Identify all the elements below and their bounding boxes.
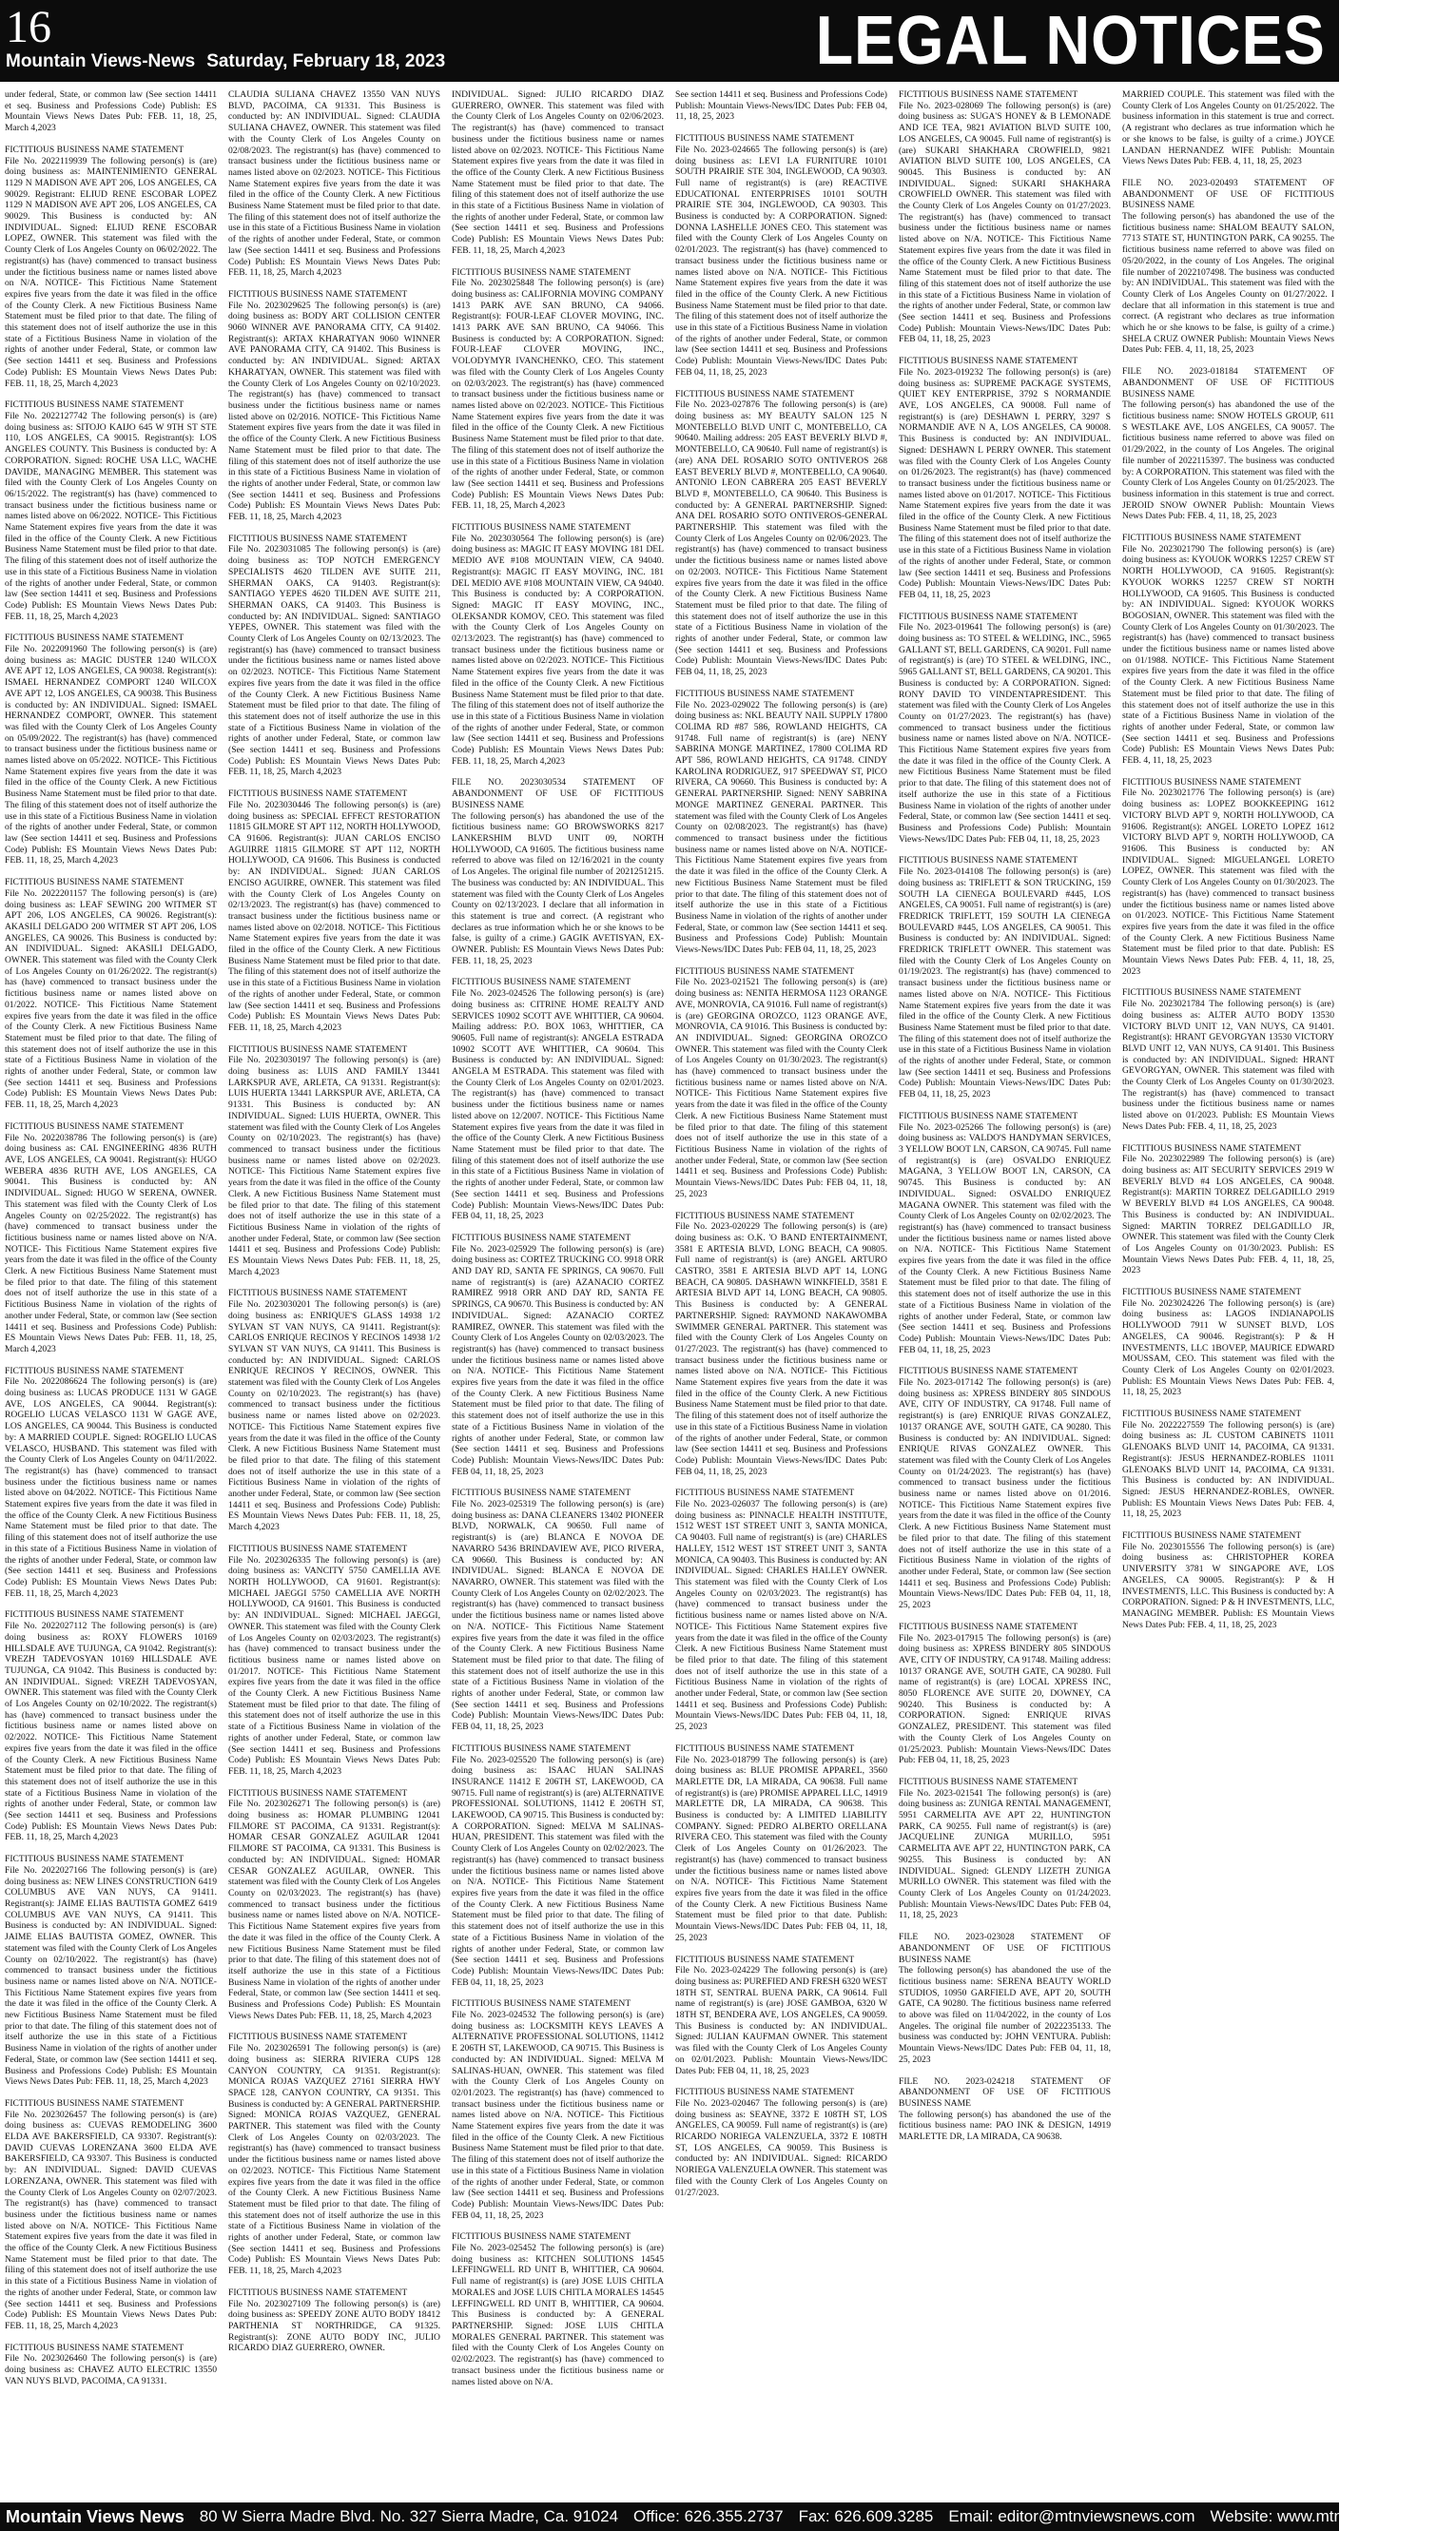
notice-body: File No. 2022091960 The following person(s) is (are) doing business as: MAGIC DUSTER 1240 WILCOX AVE APT 12, LOS ANGELES, CA 90038. Registrant(s): ISMAEL HERNANDEZ COMPORT 1240 WILCOX AVE APT 12, LOS ANGELES, CA 90038. This Business is conducted by: AN INDIVIDUAL. Signed: ISMAEL HERNANDEZ COMPORT, OWNER. This statement was filed with the County Clerk of Los Angeles County on 05/09/2022. The registrant(s) has (have) commenced to transact business under the fictitious business name or names listed above on 05/2022. NOTICE- This Fictitious Name Statement expires five years from the date it was filed in the office of the County Clerk. A new Fictitious Business Name Statement must be filed prior to that date. The filing of this statement does not of itself authorize the use in this state of a Fictitious Business Name in violation of the rights of another under Federal, State, or common law (See section 14411 et seq. Business and Professions Code) Publish: ES Mountain Views News Dates Pub: FEB. 11, 18, 25, March 4,2023 bbox=[5, 644, 217, 866]
notice-body: File No. 2022027112 The following person(s) is (are) doing business as: ROXY FLOWERS 10169 HILLSDALE AVE TUJUNGA, CA 91042. Registrant(s): VREZH TADEVOSYAN 10169 HILLSDALE AVE TUJUNGA, CA 91042. This Business is conducted by: AN INDIVIDUAL. Signed: VREZH TADEVOSYAN, OWNER. This statement was filed with the County Clerk of Los Angeles County on 02/10/2022. The registrant(s) has (have) commenced to transact business under the fictitious business name or names listed above on 02/2022. NOTICE- This Fictitious Name Statement expires five years from the date it was filed in the office of the County Clerk. A new Fictitious Business Name Statement must be filed prior to that date. The filing of this statement does not of itself authorize the use in this state of a Fictitious Business Name in violation of the rights of another under Federal, State, or common law (See section 14411 et seq. Business and Professions Code) Publish: ES Mountain Views News Dates Pub: FEB. 11, 18, 25, March 4,2023 bbox=[5, 1621, 217, 1843]
legal-notice bbox=[1122, 1409, 1334, 1520]
legal-notice bbox=[5, 2343, 217, 2387]
notice-body: File No. 2023021790 The following person(s) is (are) doing business as: KYOUOK WORKS 12257 CREW ST NORTH HOLLYWOOD, CA 91605. Registrant(s): KYOUOK WORKS 12257 CREW ST NORTH HOLLYWOOD, CA 91605. This Business is conducted by: AN INDIVIDUAL. Signed: KYOUOK WORKS BOGOSIAN, OWNER. This statement was filed with the County Clerk of Los Angeles County on 01/30/2023. The registrant(s) has (have) commenced to transact business under the fictitious business name or names listed above on 01/1988. NOTICE- This Fictitious Name Statement expires five years from the date it was filed in the office of the County Clerk. A new Fictitious Business Name Statement must be filed prior to that date. The filing of this statement does not of itself authorize the use in this state of a Fictitious Business Name in violation of the rights of another under Federal, State, or common law (See section 14411 et seq. Business and Professions Code) Publish: ES Mountain Views News Dates Pub: FEB. 4, 11, 18, 25, 2023 bbox=[1122, 543, 1334, 767]
notice-body: File No. 2023-026037 The following person(s) is (are) doing business as: PINNACLE HEALTH INSTITUTE, 1512 WEST 1ST STREET UNIT 3, SANTA MONICA, CA 90403. Full name of registrant(s) is (are) CHARLES HALLEY, 1512 WEST 1ST STREET UNIT 3, SANTA MONICA, CA 90403. This Business is conducted by: AN INDIVIDUAL. Signed: CHARLES HALLEY OWNER. This statement was filed with the County Clerk of Los Angeles County on 02/03/2023. The registrant(s) has (have) commenced to transact business under the fictitious business name or names listed above on N/A. NOTICE- This Fictitious Name Statement expires five years from the date it was filed in the office of the County Clerk. A new Fictitious Business Name Statement must be filed prior to that date. The filing of this statement does not of itself authorize the use in this state of a Fictitious Business Name in violation of the rights of another under Federal, State, or common law (See section 14411 et seq. Business and Professions Code) Publish: Mountain Views-News/IDC Dates Pub: FEB 04, 11, 18, 25, 2023 bbox=[675, 1499, 887, 1733]
notice-body: File No. 2023026457 The following person(s) is (are) doing business as: CUEVAS REMODELING 3600 ELDA AVE BAKERSFIELD, CA 93307. Registrant(s): DAVID CUEVAS LORENZANA 3600 ELDA AVE BAKERSFIELD, CA 93307. This Business is conducted by: AN INDIVIDUAL. Signed: DAVID CUEVAS LORENZANA, OWNER. This statement was filed with the County Clerk of Los Angeles County on 02/07/2023. The registrant(s) has (have) commenced to transact business under the fictitious business name or names listed above on N/A. NOTICE- This Fictitious Name Statement expires five years from the date it was filed in the office of the County Clerk. A new Fictitious Business Name Statement must be filed prior to that date. The filing of this statement does not of itself authorize the use in this state of a Fictitious Business Name in violation of the rights of another under Federal, State, or common law (See section 14411 et seq. Business and Professions Code) Publish: ES Mountain Views News Dates Pub: FEB. 11, 18, 25, March 4,2023 bbox=[5, 2109, 217, 2331]
notice-title: FICTITIOUS BUSINESS NAME STATEMENT bbox=[675, 965, 855, 977]
notice-title: FILE NO. 2023030534 STATEMENT OF ABANDONMENT OF USE OF FICTITIOUS BUSINESS NAME bbox=[452, 777, 664, 810]
legal-notice bbox=[675, 389, 887, 678]
notice-body: File No. 2023-025319 The following person(s) is (are) doing business as: DANA CLEANERS 13402 PIONEER BLVD, NORWALK, CA 90650. Full name of registrant(s) is (are) BLANCA E NOVOA DE NAVARRO 5436 BRINDAVIEW AVE, PICO RIVERA, CA 90660. This Business is conducted by: AN INDIVIDUAL. Signed: BLANCA E NOVOA DE NAVARRO, OWNER. This statement was filed with the County Clerk of Los Angeles County on 02/02/2023. The registrant(s) has (have) commenced to transact business under the fictitious business name or names listed above on N/A. NOTICE- This Fictitious Name Statement expires five years from the date it was filed in the office of the County Clerk. A new Fictitious Business Name Statement must be filed prior to that date. The filing of this statement does not of itself authorize the use in this state of a Fictitious Business Name in violation of the rights of another under Federal, State, or common law (See section 14411 et seq. Business and Professions Code) Publish: Mountain Views-News/IDC Dates Pub: FEB 04, 11, 18, 25, 2023 bbox=[452, 1499, 664, 1733]
notice-body: The following person(s) has abandoned the use of the fictitious business name: SERENA BEAUTY WORLD STUDIOS, 10950 GARFIELD AVE, APT 20, SOUTH GATE, CA 90280. The fictitious business name referred to above was filed on 11/04/2022, in the county of Los Angeles. The original file number of 2022235133. The business was conducted by: JOHN VENTURA. Publish: Mountain Views-News/IDC Dates Pub: FEB 04, 11, 18, 25, 2023 bbox=[899, 1965, 1111, 2065]
notice-body: INDIVIDUAL. Signed: JULIO RICARDO DIAZ GUERRERO, OWNER. This statement was filed with the County Clerk of Los Angeles County on 02/06/2023. The registrant(s) has (have) commenced to transact business under the fictitious business name or names listed above on 02/2023. NOTICE- This Fictitious Name Statement expires five years from the date it was filed in the office of the County Clerk. A new Fictitious Business Name Statement must be filed prior to that date. The filing of this statement does not of itself authorize the use in this state of a Fictitious Business Name in violation of the rights of another under Federal, State, or common law (See section 14411 et seq. Business and Professions Code) Publish: ES Mountain Views News Dates Pub: FEB. 11, 18, 25, March 4,2023 bbox=[452, 89, 664, 256]
notice-title: FICTITIOUS BUSINESS NAME STATEMENT bbox=[228, 533, 408, 544]
footer-email: Email: editor@mtnviewsnews.com bbox=[948, 2507, 1195, 2525]
legal-notice bbox=[675, 689, 887, 956]
notice-body: under federal, State, or common law (See section 14411 et seq. Business and Professions Code) Publish: ES Mountain Views News Dates Pub: FEB. 11, 18, 25, March 4,2023 bbox=[5, 89, 217, 134]
notice-body: File No. 2023-024526 The following person(s) is (are) doing business as: CITRINE HOME REALTY AND SERVICES 10902 SCOTT AVE WHITTIER, CA 90604. Mailing address: P.O. BOX 1063, WHITTIER, CA 90605. Full name of registrant(s): ANGELA ESTRADA 10902 SCOTT AVE WHITTIER, CA 90604. This Business is conducted by: AN INDIVIDUAL. Signed: ANGELA M ESTRADA. This statement was filed with the County Clerk of Los Angeles County on 02/01/2023. The registrant(s) has (have) commenced to transact business under the fictitious business name or names listed above on 12/2007. NOTICE- This Fictitious Name Statement expires five years from the date it was filed in the office of the County Clerk. A new Fictitious Business Name Statement must be filed prior to that date. The filing of this statement does not of itself authorize the use in this state of a Fictitious Business Name in violation of the rights of another under Federal, State, or common law (See section 14411 et seq. Business and Professions Code) Publish: Mountain Views-News/IDC Dates Pub: FEB 04, 11, 18, 25, 2023 bbox=[452, 988, 664, 1222]
legal-notice bbox=[5, 145, 217, 389]
notice-body: File No. 2023-017915 The following person(s) is (are) doing business as: XPRESS BINDERY 805 SINDOUS AVE, CITY OF INDUSTRY, CA 91748. Mailing address: 10137 ORANGE AVE, SOUTH GATE, CA 90280. Full name of registrant(s) is (are) LOCAL XPRESS INC, 8050 FLORENCE AVE SUITE 20, DOWNEY, CA 90240. This Business is conducted by: A CORPORATION. Signed: ENRIQUE RIVAS GONZALEZ, PRESIDENT. This statement was filed with the County Clerk of Los Angeles County on 01/25/2023. Publish: Mountain Views-News/IDC Dates Pub: FEB 04, 11, 18, 25, 2023 bbox=[899, 1632, 1111, 1766]
notice-body: File No. 2023-027876 The following person(s) is (are) doing business as: MY BEAUTY SALON 125 N MONTEBELLO BLVD UNIT C, MONTEBELLO, CA 90640. Mailing address: 205 EAST BEVERLY BLVD #, MONTEBELLO, CA 90640. Full name of registrant(s) is (are) ANA DEL ROSARIO SOTO ONTIVEROS 268 EAST BEVERLY BLVD #, MONTEBELLO, CA 90640. ANTONIO LEON CABRERA 205 EAST BEVERLY BLVD #, MONTEBELLO, CA 90640. This Business is conducted by: A GENERAL PARTNERSHIP. Signed: ANA DEL ROSARIO SOTO ONTIVEROS-GENERAL PARTNERSHIP. This statement was filed with the County Clerk of Los Angeles County on 02/06/2023. The registrant(s) has (have) commenced to transact business under the fictitious business name or names listed above on 02/2003. NOTICE- This Fictitious Name Statement expires five years from the date it was filed in the office of the County Clerk. A new Fictitious Business Name Statement must be filed prior to that date. The filing of this statement does not of itself authorize the use in this state of a Fictitious Business Name in violation of the rights of another under Federal, State, or common law (See section 14411 et seq. Business and Professions Code) Publish: Mountain Views-News/IDC Dates Pub: FEB 04, 11, 18, 25, 2023 bbox=[675, 399, 887, 678]
notice-body: File No. 2023025848 The following person(s) is (are) doing business as: CALIFORNIA MOVING COMPANY 1413 PARK AVE SAN BRUNO, CA 94066. Registrant(s): FOUR-LEAF CLOVER MOVING, INC. 1413 PARK AVE SAN BRUNO, CA 94066. This Business is conducted by: A CORPORATION. Signed: FOUR-LEAF CLOVER MOVING, INC., VOLODYMYR IVANCHENKO, CEO. This statement was filed with the County Clerk of Los Angeles County on 02/03/2023. The registrant(s) has (have) commenced to transact business under the fictitious business name or names listed above on 02/2023. NOTICE- This Fictitious Name Statement expires five years from the date it was filed in the office of the County Clerk. A new Fictitious Business Name Statement must be filed prior to that date. The filing of this statement does not of itself authorize the use in this state of a Fictitious Business Name in violation of the rights of another under Federal, State, or common law (See section 14411 et seq. Business and Professions Code) Publish: ES Mountain Views News Dates Pub: FEB. 11, 18, 25, March 4,2023 bbox=[452, 278, 664, 512]
notice-body: File No. 2023-021521 The following person(s) is (are) doing business as: NENITA HERMOSA 1123 ORANGE AVE, MONROVIA, CA 91016. Full name of registrant(s) is (are) GEORGINA OROZCO, 1123 ORANGE AVE, MONROVIA, CA 91016. This Business is conducted by: AN INDIVIDUAL. Signed: GEORGINA OROZCO OWNER. This statement was filed with the County Clerk of Los Angeles County on 01/30/2023. The registrant(s) has (have) commenced to transact business under the fictitious business name or names listed above on N/A. NOTICE- This Fictitious Name Statement expires five years from the date it was filed in the office of the County Clerk. A new Fictitious Business Name Statement must be filed prior to that date. The filing of this statement does not of itself authorize the use in this state of a Fictitious Business Name in violation of the rights of another under Federal, State, or common law (See section 14411 et seq. Business and Professions Code) Publish: Mountain Views-News/IDC Dates Pub: FEB 04, 11, 18, 25, 2023 bbox=[675, 977, 887, 1199]
legal-notice bbox=[899, 1777, 1111, 1921]
notice-body: MARRIED COUPLE. This statement was filed with the County Clerk of Los Angeles County on 01/25/2022. The business information in this statement is true and correct. (A registrant who declares as true information which he or she knows to be false, is guilty of a crime.) JOYCE LANDAN HERNANDEZ WIFE Publish: Mountain Views News Dates Pub: FEB. 4, 11, 18, 25, 2023 bbox=[1122, 89, 1334, 167]
notice-title: FICTITIOUS BUSINESS NAME STATEMENT bbox=[675, 688, 855, 699]
legal-notice bbox=[1122, 533, 1334, 767]
notice-title: FICTITIOUS BUSINESS NAME STATEMENT bbox=[228, 789, 408, 800]
notice-title: FICTITIOUS BUSINESS NAME STATEMENT bbox=[675, 1742, 855, 1754]
notice-body: The following person(s) has abandoned the use of the fictitious business name: PAO INK & DESIGN, 14919 MARLETTE DR, LA MIRADA, CA 90638. bbox=[899, 2109, 1111, 2143]
notice-title: FICTITIOUS BUSINESS NAME STATEMENT bbox=[1122, 1142, 1302, 1154]
notice-body: The following person(s) has abandoned the use of the fictitious business name: SHALOM BEAUTY SALON, 7713 STATE ST, HUNTINGTON PARK, CA 90255. The fictitious business name referred to above was filed on 05/20/2022, in the county of Los Angeles. The original file number of 2022107498. The business was conducted by: AN INDIVIDUAL. This statement was filed with the County Clerk of Los Angeles County on 01/27/2022. I declare that all information in this statement is true and correct. (A registrant who declares as true information which he or she knows to be false, is guilty of a crime.) SHELA CRUZ OWNER Publish: Mountain Views News Dates Pub: FEB. 4, 11, 18, 25, 2023 bbox=[1122, 211, 1334, 356]
notice-body: File No. 2023030446 The following person(s) is (are) doing business as: SPECIAL EFFECT RESTORATION 11815 GILMORE ST APT 112, NORTH HOLLYWOOD, CA 91606. Registrant(s): JUAN CARLOS ENCISO AGUIRRE 11815 GILMORE ST APT 112, NORTH HOLLYWOOD, CA 91606. This Business is conducted by: AN INDIVIDUAL. Signed: JUAN CARLOS ENCISO AGUIRRE, OWNER. This statement was filed with the County Clerk of Los Angeles County on 02/13/2023. The registrant(s) has (have) commenced to transact business under the fictitious business name or names listed above on 02/2018. NOTICE- This Fictitious Name Statement expires five years from the date it was filed in the office of the County Clerk. A new Fictitious Business Name Statement must be filed prior to that date. The filing of this statement does not of itself authorize the use in this state of a Fictitious Business Name in violation of the rights of another under Federal, State, or common law (See section 14411 et seq. Business and Professions Code) Publish: ES Mountain Views News Dates Pub: FEB. 11, 18, 25, March 4,2023 bbox=[228, 799, 440, 1033]
publication-name: Mountain Views-News bbox=[6, 51, 196, 71]
notice-title: FICTITIOUS BUSINESS NAME STATEMENT bbox=[1122, 1409, 1302, 1420]
notice-title: FICTITIOUS BUSINESS NAME STATEMENT bbox=[899, 1776, 1078, 1787]
legal-notice bbox=[1122, 89, 1334, 167]
issue-date: Saturday, February 18, 2023 bbox=[206, 51, 446, 71]
notice-title: FILE NO. 2023-020493 STATEMENT OF ABANDONMENT OF USE OF FICTITIOUS BUSINESS NAME bbox=[1122, 177, 1334, 211]
notice-body: File No. 2022038786 The following person(s) is (are) doing business as: CAL ENGINEERING 4836 RUTH AVE, LOS ANGELES, CA 90041. Registrant(s): HUGO WEBERA 4836 RUTH AVE, LOS ANGELES, CA 90041. This Business is conducted by: AN INDIVIDUAL. Signed: HUGO W SERENA, OWNER. This statement was filed with the County Clerk of Los Angeles County on 02/25/2022. The registrant(s) has (have) commenced to transact business under the fictitious business name or names listed above on N/A. NOTICE- This Fictitious Name Statement expires five years from the date it was filed in the office of the County Clerk. A new Fictitious Business Name Statement must be filed prior to that date. The filing of this statement does not of itself authorize the use in this state of a Fictitious Business Name in violation of the rights of another under Federal, State, or common law (See section 14411 et seq. Business and Professions Code) Publish: ES Mountain Views News Dates Pub: FEB. 11, 18, 25, March 4,2023 bbox=[5, 1132, 217, 1354]
legal-notice bbox=[5, 399, 217, 622]
notice-body: File No. 2023-024229 The following person(s) is (are) doing business as: PUREFIED AND FRESH 6320 WEST 18TH ST, SENTRAL BUENA PARK, CA 90614. Full name of registrant(s) is (are) JOSE GAMBOA, 6320 W 18TH ST, BENDERA AVE, LOS ANGELES, CA 90059. This Business is conducted by: AN INDIVIDUAL. Signed: JULIAN KAUFMAN OWNER. This statement was filed with the County Clerk of Los Angeles County on 02/01/2023. Publish: Mountain Views-News/IDC Dates Pub: FEB 04, 11, 18, 25, 2023 bbox=[675, 1965, 887, 2076]
legal-notice bbox=[228, 1288, 440, 1532]
notice-title: FICTITIOUS BUSINESS NAME STATEMENT bbox=[5, 877, 184, 888]
legal-notice bbox=[675, 1955, 887, 2077]
legal-notice bbox=[1122, 178, 1334, 356]
notice-title: FICTITIOUS BUSINESS NAME STATEMENT bbox=[675, 1210, 855, 1221]
legal-notice bbox=[452, 1998, 664, 2221]
legal-notice bbox=[452, 1743, 664, 1988]
notice-body: File No. 2023-014108 The following person(s) is (are) doing business as: TRIFLETT & SON TRUCKING, 159 SOUTH LA CIENEGA BOULEVARD #445, LOS ANGELES, CA 90051. Full name of registrant(s) is (are) FREDRICK TRIFLETT, 159 SOUTH LA CIENEGA BOULEVARD #445, LOS ANGELES, CA 90051. This Business is conducted by: AN INDIVIDUAL. Signed: FREDRICK TRIFLETT OWNER. This statement was filed with the County Clerk of Los Angeles County on 01/19/2023. The registrant(s) has (have) commenced to transact business under the fictitious business name or names listed above on N/A. NOTICE- This Fictitious Name Statement expires five years from the date it was filed in the office of the County Clerk. A new Fictitious Business Name Statement must be filed prior to that date. The filing of this statement does not of itself authorize the use in this state of a Fictitious Business Name in violation of the rights of another under Federal, State, or common law (See section 14411 et seq. Business and Professions Code) Publish: Mountain Views-News/IDC Dates Pub: FEB 04, 11, 18, 25, 2023 bbox=[899, 866, 1111, 1100]
notice-title: FICTITIOUS BUSINESS NAME STATEMENT bbox=[899, 89, 1078, 100]
notice-body: File No. 2023029625 The following person(s) is (are) doing business as: BODY ART COLLISION CENTER 9060 WINNER AVE PANORAMA CITY, CA 91402. Registrant(s): ARTAX KHARATYAN 9060 WINNER AVE PANORAMA CITY, CA 91402. This Business is conducted by: AN INDIVIDUAL. Signed: ARTAX KHARATYAN, OWNER. This statement was filed with the County Clerk of Los Angeles County on 02/10/2023. The registrant(s) has (have) commenced to transact business under the fictitious business name or names listed above on 02/2016. NOTICE- This Fictitious Name Statement expires five years from the date it was filed in the office of the County Clerk. A new Fictitious Business Name Statement must be filed prior to that date. The filing of this statement does not of itself authorize the use in this state of a Fictitious Business Name in violation of the rights of another under Federal, State, or common law (See section 14411 et seq. Business and Professions Code) Publish: ES Mountain Views News Dates Pub: FEB. 11, 18, 25, March 4,2023 bbox=[228, 300, 440, 523]
footer-publication: Mountain Views News bbox=[6, 2506, 184, 2526]
notice-body: File No. 2023021776 The following person(s) is (are) doing business as: LOPEZ BOOKKEEPING 1612 VICTORY BLVD APT 9, NORTH HOLLYWOOD, CA 91606. Registrant(s): ANGEL LORETO LOPEZ 1612 VICTORY BLVD APT 9, NORTH HOLLYWOOD, CA 91606. This Business is conducted by: AN INDIVIDUAL. Signed: MIGUELANGEL LORETO LOPEZ, OWNER. This statement was filed with the County Clerk of Los Angeles County on 01/30/2023. The registrant(s) has (have) commenced to transact business under the fictitious business name or names listed above on 01/2023. NOTICE- This Fictitious Name Statement expires five years from the date it was filed in the office of the County Clerk. A new Fictitious Business Name Statement must be filed prior to that date. Publish: ES Mountain Views News Dates Pub: FEB. 4, 11, 18, 25, 2023 bbox=[1122, 788, 1334, 977]
notice-body: File No. 2023022989 The following person(s) is (are) doing business as: AIT SECURITY SERVICES 2919 W BEVERLY BLVD #4 LOS ANGELES, CA 90048. Registrant(s): MARTIN TORREZ DELGADILLO 2919 W BEVERLY BLVD #4 LOS ANGELES, CA 90048. This Business is conducted by: AN INDIVIDUAL. Signed: MARTIN TORREZ DELGADILLO JR, OWNER. This statement was filed with the County Clerk of Los Angeles County on 01/30/2023. Publish: ES Mountain Views News Dates Pub: FEB. 4, 11, 18, 25, 2023 bbox=[1122, 1154, 1334, 1276]
legal-notice bbox=[675, 1211, 887, 1478]
legal-notice bbox=[228, 89, 440, 279]
notice-title: FILE NO. 2023-018184 STATEMENT OF ABANDONMENT OF USE OF FICTITIOUS BUSINESS NAME bbox=[1122, 366, 1334, 399]
notice-body: File No. 2022119939 The following person(s) is (are) doing business as: MAINTENIMIENTO GENERAL 1129 N MADISON AVE APT 206, LOS ANGELES, CA 90029. Registrant: ELIUD RENE ESCOBAR LOPEZ 1129 N MADISON AVE APT 206, LOS ANGELES, CA 90029. This Business is conducted by: AN INDIVIDUAL. Signed: ELIUD RENE ESCOBAR LOPEZ, OWNER. This statement was filed with the County Clerk of Los Angeles County on 06/02/2022. The registrant(s) has (have) commenced to transact business under the fictitious business name or names listed above on N/A. NOTICE- This Fictitious Name Statement expires five years from the date it was filed in the office of the County Clerk. A new Fictitious Business Name Statement must be filed prior to that date. The filing of this statement does not of itself authorize the use in this state of a Fictitious Business Name in violation of the rights of another under Federal, State, or common law (See section 14411 et seq. Business and Professions Code) Publish: ES Mountain Views News Dates Pub: FEB. 11, 18, 25, March 4,2023 bbox=[5, 155, 217, 389]
notice-title: FICTITIOUS BUSINESS NAME STATEMENT bbox=[228, 1288, 408, 1299]
notice-body: File No. 2023-028069 The following person(s) is (are) doing business as: SUGA'S HONEY & B LEMONADE AND ICE TEA, 9821 AVIATION BLVD SUITE 100, LOS ANGELES, CA 90045. Full name of registrant(s) is (are) SUKARI SHAKHARA CROWFIELD, 9821 AVIATION BLVD SUITE 100, LOS ANGELES, CA 90045. This Business is conducted by: AN INDIVIDUAL. Signed: SUKARI SHAKHARA CROWFIELD OWNER. This statement was filed with the County Clerk of Los Angeles County on 01/27/2023. The registrant(s) has (have) commenced to transact business under the fictitious business name or names listed above on N/A. NOTICE- This Fictitious Name Statement expires five years from the date it was filed in the office of the County Clerk. A new Fictitious Business Name Statement must be filed prior to that date. The filing of this statement does not of itself authorize the use in this state of a Fictitious Business Name in violation of the rights of another under Federal, State, or common law (See section 14411 et seq. Business and Professions Code) Publish: Mountain Views-News/IDC Dates Pub: FEB 04, 11, 18, 25, 2023 bbox=[899, 100, 1111, 345]
notice-title: FICTITIOUS BUSINESS NAME STATEMENT bbox=[5, 1609, 184, 1621]
notice-body: File No. 2023-029022 The following person(s) is (are) doing business as: NKL BEAUTY NAIL SUPPLY 17800 COLIMA RD #87 586, ROWLAND HEIGHTS, CA 91748. Full name of registrant(s) is (are) NENY SABRINA MONGE MARTINEZ, 17800 COLIMA RD APT 586, ROWLAND HEIGHTS, CA 91748. CINDY KAROLINA RODRIGUEZ, 917 SPEEDWAY ST, PICO RIVERA, CA 90660. This Business is conducted by: A GENERAL PARTNERSHIP. Signed: NENY SABRINA MONGE MARTINEZ GENERAL PARTNER. This statement was filed with the County Clerk of Los Angeles County on 02/08/2023. The registrant(s) has (have) commenced to transact business under the fictitious business name or names listed above on N/A. NOTICE- This Fictitious Name Statement expires five years from the date it was filed in the office of the County Clerk. A new Fictitious Business Name Statement must be filed prior to that date. The filing of this statement does not of itself authorize the use in this state of a Fictitious Business Name in violation of the rights of another under Federal, State, or common law (See section 14411 et seq. Business and Professions Code) Publish: Mountain Views-News/IDC Dates Pub: FEB 04, 11, 18, 25, 2023 bbox=[675, 699, 887, 956]
notice-body: File No. 2023026335 The following person(s) is (are) doing business as: VANCITY 5750 CAMELLIA AVE NORTH HOLLYWOOD, CA 91601. Registrant(s): MICHAEL JAEGGI 5750 CAMELLIA AVE NORTH HOLLYWOOD, CA 91601. This Business is conducted by: AN INDIVIDUAL. Signed: MICHAEL JAEGGI, OWNER. This statement was filed with the County Clerk of Los Angeles County on 02/03/2023. The registrant(s) has (have) commenced to transact business under the fictitious business name or names listed above on 01/2017. NOTICE- This Fictitious Name Statement expires five years from the date it was filed in the office of the County Clerk. A new Fictitious Business Name Statement must be filed prior to that date. The filing of this statement does not of itself authorize the use in this state of a Fictitious Business Name in violation of the rights of another under Federal, State, or common law (See section 14411 et seq. Business and Professions Code) Publish: ES Mountain Views News Dates Pub: FEB. 11, 18, 25, March 4,2023 bbox=[228, 1554, 440, 1777]
notice-title: FICTITIOUS BUSINESS NAME STATEMENT bbox=[228, 2032, 408, 2043]
notice-column-6 bbox=[1122, 89, 1334, 2502]
notice-column-3 bbox=[452, 89, 664, 2502]
notice-body: File No. 2023-017142 The following person(s) is (are) doing business as: XPRESS BINDERY 805 SINDOUS AVE, CITY OF INDUSTRY, CA 91748. Full name of registrant(s) is (are) ENRIQUE RIVAS GONZALEZ, 10137 ORANGE AVE, SOUTH GATE, CA 90280. This Business is conducted by: AN INDIVIDUAL. Signed: ENRIQUE RIVAS GONZALEZ OWNER. This statement was filed with the County Clerk of Los Angeles County on 01/24/2023. The registrant(s) has (have) commenced to transact business under the fictitious business name or names listed above on 01/2016. NOTICE- This Fictitious Name Statement expires five years from the date it was filed in the office of the County Clerk. A new Fictitious Business Name Statement must be filed prior to that date. The filing of this statement does not of itself authorize the use in this state of a Fictitious Business Name in violation of the rights of another under Federal, State, or common law (See section 14411 et seq. Business and Professions Code) Publish: Mountain Views-News/IDC Dates Pub: FEB 04, 11, 18, 25, 2023 bbox=[899, 1377, 1111, 1611]
notice-title: FICTITIOUS BUSINESS NAME STATEMENT bbox=[452, 977, 631, 988]
notice-title: FICTITIOUS BUSINESS NAME STATEMENT bbox=[228, 1043, 408, 1055]
notice-body: File No. 2022086624 The following person(s) is (are) doing business as: LUCAS PRODUCE 1131 W GAGE AVE, LOS ANGELES, CA 90044. Registrant(s): ROGELIO LUCAS VELASCO 1131 W GAGE AVE, LOS ANGELES, CA 90044. This Business is conducted by: A MARRIED COUPLE. Signed: ROGELIO LUCAS VELASCO, HUSBAND. This statement was filed with the County Clerk of Los Angeles County on 04/11/2022. The registrant(s) has (have) commenced to transact business under the fictitious business name or names listed above on 04/2022. NOTICE- This Fictitious Name Statement expires five years from the date it was filed in the office of the County Clerk. A new Fictitious Business Name Statement must be filed prior to that date. The filing of this statement does not of itself authorize the use in this state of a Fictitious Business Name in violation of the rights of another under Federal, State, or common law (See section 14411 et seq. Business and Professions Code) Publish: ES Mountain Views News Dates Pub: FEB. 11, 18, 25, March 4,2023 bbox=[5, 1376, 217, 1599]
notice-title: FICTITIOUS BUSINESS NAME STATEMENT bbox=[452, 266, 631, 278]
notice-title: FICTITIOUS BUSINESS NAME STATEMENT bbox=[452, 1232, 631, 1243]
legal-notice bbox=[899, 89, 1111, 345]
notice-title: FICTITIOUS BUSINESS NAME STATEMENT bbox=[675, 1954, 855, 1965]
notice-title: FILE NO. 2023-024218 STATEMENT OF ABANDONMENT OF USE OF FICTITIOUS BUSINESS NAME bbox=[899, 2075, 1111, 2109]
legal-notice bbox=[5, 1854, 217, 2088]
notice-body: The following person(s) has abandoned the use of the fictitious business name: GO BROWSWORKS 8217 LANKERSHIM BLVD UNIT 09, NORTH HOLLYWOOD, CA 91605. The fictitious business name referred to above was filed on 12/16/2021 in the county of Los Angeles. The original file number of 2021251215. The business was conducted by: AN INDIVIDUAL. This statement was filed with the County Clerk of Los Angeles County on 02/13/2023. I declare that all information in this statement is true and correct. (A registrant who declares as true information which he or she knows to be false, is guilty of a crime.) GAGIK AVETISYAN, EX-OWNER. Publish: ES Mountain Views News Dates Pub: FEB. 11, 18, 25, 2023 bbox=[452, 810, 664, 966]
legal-notice bbox=[452, 267, 664, 512]
legal-notice bbox=[899, 1366, 1111, 1610]
legal-notice bbox=[675, 1488, 887, 1732]
notice-title: FICTITIOUS BUSINESS NAME STATEMENT bbox=[899, 611, 1078, 622]
notice-body: File No. 2023-018799 The following person(s) is (are) doing business as: BLUE PROMISE APPAREL, 3560 MARLETTE DR, LA MIRADA, CA 90638. Full name of registrant(s) is (are) PROMISE APPAREL LLC, 14919 MARLETTE DR, LA MIRADA, CA 90638. This Business is conducted by: A LIMITED LIABILITY COMPANY. Signed: PEDRO ALBERTO ORELLANA RIVERA CEO. This statement was filed with the County Clerk of Los Angeles County on 01/26/2023. The registrant(s) has (have) commenced to transact business under the fictitious business name or names listed above on N/A. NOTICE- This Fictitious Name Statement expires five years from the date it was filed in the office of the County Clerk. A new Fictitious Business Name Statement must be filed prior to that date. Publish: Mountain Views-News/IDC Dates Pub: FEB 04, 11, 18, 25, 2023 bbox=[675, 1754, 887, 1943]
notice-title: FICTITIOUS BUSINESS NAME STATEMENT bbox=[5, 633, 184, 644]
notice-title: FICTITIOUS BUSINESS NAME STATEMENT bbox=[452, 2231, 631, 2243]
notice-title: FICTITIOUS BUSINESS NAME STATEMENT bbox=[452, 1742, 631, 1754]
notice-title: FICTITIOUS BUSINESS NAME STATEMENT bbox=[5, 1854, 184, 1865]
notice-body: File No. 2023-025929 The following person(s) is (are) doing business as: CORTEZ TRUCKING CO. 9918 ORR AND DAY RD, SANTA FE SPRINGS, CA 90670. Full name of registrant(s) is (are) AZANACIO CORTEZ RAMIREZ 9918 ORR AND DAY RD, SANTA FE SPRINGS, CA 90670. This Business is conducted by: AN INDIVIDUAL. Signed: AZANACIO CORTEZ RAMIREZ, OWNER. This statement was filed with the County Clerk of Los Angeles County on 02/03/2023. The registrant(s) has (have) commenced to transact business under the fictitious business name or names listed above on N/A. NOTICE- This Fictitious Name Statement expires five years from the date it was filed in the office of the County Clerk. A new Fictitious Business Name Statement must be filed prior to that date. The filing of this statement does not of itself authorize the use in this state of a Fictitious Business Name in violation of the rights of another under Federal, State, or common law (See section 14411 et seq. Business and Professions Code) Publish: Mountain Views-News/IDC Dates Pub: FEB 04, 11, 18, 25, 2023 bbox=[452, 1243, 664, 1477]
legal-notice bbox=[899, 1111, 1111, 1355]
notice-body: File No. 2023024226 The following person(s) is (are) doing business as: LAGOS INDIANAPOLIS HOLLYWOOD 7911 W SUNSET BLVD, LOS ANGELES, CA 90046. Registrant(s): P & H INVESTMENTS, LLC 1BOVEP, MAURICE EDWARD MOUSSAM, CEO. This statement was filed with the County Clerk of Los Angeles County on 02/01/2023. Publish: ES Mountain Views News Dates Pub: FEB. 4, 11, 18, 25, 2023 bbox=[1122, 1297, 1334, 1398]
legal-notice bbox=[228, 789, 440, 1033]
legal-notice bbox=[452, 977, 664, 1221]
notice-column-2 bbox=[228, 89, 440, 2502]
footer-address: 80 W Sierra Madre Blvd. No. 327 Sierra Madre, Ca. 91024 bbox=[199, 2507, 619, 2525]
footer-website: Website: www.mtnviewsnews.com bbox=[1210, 2507, 1456, 2525]
legal-notice bbox=[1122, 1143, 1334, 1276]
notice-body: File No. 2023-024532 The following person(s) is (are) doing business as: LOCKSMITH KEYS LEAVES A ALTERNATIVE PROFESSIONAL SOLUTIONS, 11412 E 206TH ST, LAKEWOOD, CA 90715. This Business is conducted by: AN INDIVIDUAL. Signed: MELVA M SALINAS-HUAN, OWNER. This statement was filed with the County Clerk of Los Angeles County on 02/01/2023. The registrant(s) has (have) commenced to transact business under the fictitious business name or names listed above on N/A. NOTICE- This Fictitious Name Statement expires five years from the date it was filed in the office of the County Clerk. A new Fictitious Business Name Statement must be filed prior to that date. The filing of this statement does not of itself authorize the use in this state of a Fictitious Business Name in violation of the rights of another under Federal, State, or common law (See section 14411 et seq. Business and Professions Code) Publish: Mountain Views-News/IDC Dates Pub: FEB 04, 11, 18, 25, 2023 bbox=[452, 2010, 664, 2221]
notice-column-4 bbox=[675, 89, 887, 2502]
notice-title: FICTITIOUS BUSINESS NAME STATEMENT bbox=[452, 1488, 631, 1499]
notice-body: File No. 2023-019641 The following person(s) is (are) doing business as: TO STEEL & WELDING, INC., 5965 GALLANT ST, BELL GARDENS, CA 90201. Full name of registrant(s) is (are) TO STEEL & WELDING, INC., 5965 GALLANT ST, BELL GARDENS, CA 90201. This Business is conducted by: A CORPORATION. Signed: RONY DAVID TO VINDENTAPRESIDENT. This statement was filed with the County Clerk of Los Angeles County on 01/27/2023. The registrant(s) has (have) commenced to transact business under the fictitious business name or names listed above on N/A. NOTICE- This Fictitious Name Statement expires five years from the date it was filed in the office of the County Clerk. A new Fictitious Business Name Statement must be filed prior to that date. The filing of this statement does not of itself authorize the use in this state of a Fictitious Business Name in violation of the rights of another under Federal, State, or common law (See section 14411 et seq. Business and Professions Code) Publish: Mountain Views-News/IDC Dates Pub: FEB 04, 11, 18, 25, 2023 bbox=[899, 622, 1111, 845]
legal-notice bbox=[899, 612, 1111, 846]
notice-body: The following person(s) has abandoned the use of the fictitious business name: SNOW HOTELS GROUP, 611 S WESTLAKE AVE, LOS ANGELES, CA 90057. The fictitious business name referred to above was filed on 01/29/2022, in the county of Los Angeles. The original file number of 2022115397. The business was conducted by: A CORPORATION. This statement was filed with the County Clerk of Los Angeles County on 01/25/2023. The business information in this statement is true and correct. JEROID SNOW OWNER Publish: Mountain Views News Dates Pub: FEB. 4, 11, 18, 25, 2023 bbox=[1122, 399, 1334, 522]
legal-notice bbox=[5, 1609, 217, 1843]
notice-body: File No. 2023021784 The following person(s) is (are) doing business as: ALTER AUTO BODY 13530 VICTORY BLVD UNIT 12, VAN NUYS, CA 91401. Registrant(s): HRANT GEVORGYAN 13530 VICTORY BLVD UNIT 12, VAN NUYS, CA 91401. This Business is conducted by: AN INDIVIDUAL. Signed: HRANT GEVORGYAN, OWNER. This statement was filed with the County Clerk of Los Angeles County on 01/30/2023. The registrant(s) has (have) commenced to transact business under the fictitious business name or names listed above on 01/2023. Publish: ES Mountain Views News Dates Pub: FEB. 4, 11, 18, 25, 2023 bbox=[1122, 999, 1334, 1132]
notice-title: FICTITIOUS BUSINESS NAME STATEMENT bbox=[675, 2087, 855, 2098]
legal-notice bbox=[899, 1622, 1111, 1766]
notice-body: File No. 2023-024665 The following person(s) is (are) doing business as: LEVI LA FURNITURE 10101 SOUTH PRAIRIE STE 304, INGLEWOOD, CA 90303. Full name of registrant(s) is (are) REACTIVE EDUCATIONAL ENTERPRISES 10101 SOUTH PRAIRIE STE 304, INGLEWOOD, CA 90303. This Business is conducted by: A CORPORATION. Signed: DONNA LASHELLE JONES CEO. This statement was filed with the County Clerk of Los Angeles County on 02/01/2023. The registrant(s) has (have) commenced to transact business under the fictitious business name or names listed above on N/A. NOTICE- This Fictitious Name Statement expires five years from the date it was filed in the office of the County Clerk. A new Fictitious Business Name Statement must be filed prior to that date. The filing of this statement does not of itself authorize the use in this state of a Fictitious Business Name in violation of the rights of another under Federal, State, or common law (See section 14411 et seq. Business and Professions Code) Publish: Mountain Views-News/IDC Dates Pub: FEB 04, 11, 18, 25, 2023 bbox=[675, 144, 887, 378]
legal-notice bbox=[452, 1233, 664, 1477]
legal-notice bbox=[5, 1121, 217, 1355]
notice-body: File No. 2023026460 The following person(s) is (are) doing business as: CHAVEZ AUTO ELECTRIC 13550 VAN NUYS BLVD, PACOIMA, CA 91331. bbox=[5, 2353, 217, 2386]
notice-title: FICTITIOUS BUSINESS NAME STATEMENT bbox=[1122, 1530, 1302, 1542]
notice-body: File No. 2023027109 The following person(s) is (are) doing business as: SPEEDY ZONE AUTO BODY 18412 PARTHENIA ST NORTHRIDGE, CA 91325. Registrant(s): ZONE AUTO BODY INC, JULIO RICARDO DIAZ GUERRERO, OWNER. bbox=[228, 2298, 440, 2354]
notice-title: FICTITIOUS BUSINESS NAME STATEMENT bbox=[5, 144, 184, 155]
legal-notice bbox=[675, 2087, 887, 2198]
notice-body: File No. 2023026271 The following person(s) is (are) doing business as: HOMAR PLUMBING 12041 FILMORE ST PACOIMA, CA 91331. Registrant(s): HOMAR CESAR GONZALEZ AGUILAR 12041 FILMORE ST PACOIMA, CA 91331. This Business is conducted by: AN INDIVIDUAL. Signed: HOMAR CESAR GONZALEZ AGUILAR, OWNER. This statement was filed with the County Clerk of Los Angeles County on 02/03/2023. The registrant(s) has (have) commenced to transact business under the fictitious business name or names listed above on N/A. NOTICE- This Fictitious Name Statement expires five years from the date it was filed in the office of the County Clerk. A new Fictitious Business Name Statement must be filed prior to that date. The filing of this statement does not of itself authorize the use in this state of a Fictitious Business Name in violation of the rights of another under Federal, State, or common law (See section 14411 et seq. Business and Professions Code) Publish: ES Mountain Views News Dates Pub: FEB. 11, 18, 25, March 4,2023 bbox=[228, 1799, 440, 2021]
legal-notice bbox=[5, 2098, 217, 2332]
legal-notice bbox=[228, 1044, 440, 1278]
notice-title: FICTITIOUS BUSINESS NAME STATEMENT bbox=[228, 1543, 408, 1554]
footer-fax: Fax: 626.609.3285 bbox=[798, 2507, 934, 2525]
legal-notice bbox=[228, 534, 440, 778]
notice-title: FICTITIOUS BUSINESS NAME STATEMENT bbox=[5, 2342, 184, 2353]
legal-notice bbox=[228, 2032, 440, 2276]
footer-office-phone: Office: 626.355.2737 bbox=[633, 2507, 784, 2525]
legal-notice bbox=[452, 1488, 664, 1732]
legal-notice bbox=[1122, 1530, 1334, 1630]
notice-title: FICTITIOUS BUSINESS NAME STATEMENT bbox=[228, 1787, 408, 1799]
notice-body: File No. 2022227559 The following person(s) is (are) doing business as: JL CUSTOM CABINETS 11011 GLENOAKS BLVD UNIT 14, PACOIMA, CA 91331. Registrant(s): JESUS HERNANDEZ-ROBLES 11011 GLENOAKS BLVD UNIT 14, PACOIMA, CA 91331. This Business is conducted by: AN INDIVIDUAL. Signed: JESUS HERNANDEZ-ROBLES, OWNER. Publish: ES Mountain Views News Dates Pub: FEB. 4, 11, 18, 25, 2023 bbox=[1122, 1419, 1334, 1520]
notice-title: FICTITIOUS BUSINESS NAME STATEMENT bbox=[675, 133, 855, 145]
notice-column-5 bbox=[899, 89, 1111, 2502]
notice-title: FICTITIOUS BUSINESS NAME STATEMENT bbox=[899, 855, 1078, 866]
notice-title: FICTITIOUS BUSINESS NAME STATEMENT bbox=[1122, 987, 1302, 999]
legal-notice bbox=[228, 1788, 440, 2022]
notice-body: File No. 2023-019232 The following person(s) is (are) doing business as: SUPREME PACKAGE SYSTEMS, QUIET KEY ENTERPRISE, 3792 S NORMANDIE AVE, LOS ANGELES, CA 90008. Full name of registrant(s) is (are) DESHAWN L PERRY, 3297 S NORMANDIE AVE N A, LOS ANGELES, CA 90008. This Business is conducted by: AN INDIVIDUAL. Signed: DESHAWN L PERRY OWNER. This statement was filed with the County Clerk of Los Angeles County on 01/26/2023. The registrant(s) has (have) commenced to transact business under the fictitious business name or names listed above on 01/2017. NOTICE- This Fictitious Name Statement expires five years from the date it was filed in the office of the County Clerk. A new Fictitious Business Name Statement must be filed prior to that date. The filing of this statement does not of itself authorize the use in this state of a Fictitious Business Name in violation of the rights of another under Federal, State, or common law (See section 14411 et seq. Business and Professions Code) Publish: Mountain Views-News/IDC Dates Pub: FEB 04, 11, 18, 25, 2023 bbox=[899, 366, 1111, 600]
legal-notice bbox=[675, 89, 887, 123]
legal-notice bbox=[5, 877, 217, 1111]
notice-body: File No. 2022201157 The following person(s) is (are) doing business as: LEAF SEWING 200 WITMER ST APT 206, LOS ANGELES, CA 90026. Registrant(s): AKASILI DELGADO 200 WITMER ST APT 206, LOS ANGELES, CA 90026. This Business is conducted by: AN INDIVIDUAL. Signed: AKASILI DELGADO, OWNER. This statement was filed with the County Clerk of Los Angeles County on 01/26/2022. The registrant(s) has (have) commenced to transact business under the fictitious business name or names listed above on 01/2022. NOTICE- This Fictitious Name Statement expires five years from the date it was filed in the office of the County Clerk. A new Fictitious Business Name Statement must be filed prior to that date. The filing of this statement does not of itself authorize the use in this state of a Fictitious Business Name in violation of the rights of another under Federal, State, or common law (See section 14411 et seq. Business and Professions Code) Publish: ES Mountain Views News Dates Pub: FEB. 11, 18, 25, March 4,2023 bbox=[5, 887, 217, 1111]
legal-notice bbox=[228, 1544, 440, 1778]
legal-notice bbox=[5, 89, 217, 134]
notice-body: File No. 2023015556 The following person(s) is (are) doing business as: CHRISTOPHER KOREA UNIVERSITY 3781 W SINGAPORE AVE, LOS ANGELES, CA 90005. Registrant(s): P & H INVESTMENTS, LLC. This Business is conducted by: A CORPORATION. Signed: P & H INVESTMENTS, LLC, MANAGING MEMBER. Publish: ES Mountain Views News Dates Pub: FEB. 4, 11, 18, 25, 2023 bbox=[1122, 1541, 1334, 1630]
legal-notice bbox=[899, 356, 1111, 600]
legal-notice bbox=[899, 1932, 1111, 2065]
legal-notice bbox=[5, 1366, 217, 1600]
notice-title: FICTITIOUS BUSINESS NAME STATEMENT bbox=[452, 522, 631, 534]
notice-title: FICTITIOUS BUSINESS NAME STATEMENT bbox=[675, 388, 855, 399]
legal-notice bbox=[228, 2288, 440, 2354]
legal-notice bbox=[899, 2076, 1111, 2143]
notice-body: File No. 2023-025266 The following person(s) is (are) doing business as: VALDO'S HANDYMAN SERVICES, 3 YELLOW BOOT LN, CARSON, CA 90745. Full name of registrant(s) is (are) OSVALDO ENRIQUEZ MAGANA, 3 YELLOW BOOT LN, CARSON, CA 90745. This Business is conducted by: AN INDIVIDUAL. Signed: OSVALDO ENRIQUEZ MAGANA OWNER. This statement was filed with the County Clerk of Los Angeles County on 02/02/2023. The registrant(s) has (have) commenced to transact business under the fictitious business name or names listed above on N/A. NOTICE- This Fictitious Name Statement expires five years from the date it was filed in the office of the County Clerk. A new Fictitious Business Name Statement must be filed prior to that date. The filing of this statement does not of itself authorize the use in this state of a Fictitious Business Name in violation of the rights of another under Federal, State, or common law (See section 14411 et seq. Business and Professions Code) Publish: Mountain Views-News/IDC Dates Pub: FEB 04, 11, 18, 25, 2023 bbox=[899, 1121, 1111, 1355]
notice-body: File No. 2023-021541 The following person(s) is (are) doing business as: ZUNIGA RENTAL MANAGEMENT, 5951 CARMELITA AVE APT 22, HUNTINGTON PARK, CA 90255. Full name of registrant(s) is (are) JACQUELINE ZUNIGA MURILLO, 5951 CARMELITA AVE APT 22, HUNTINGTON PARK, CA 90255. This Business is conducted by: AN INDIVIDUAL. Signed: GLENDY LIZETH ZUNIGA MURILLO OWNER. This statement was filed with the County Clerk of Los Angeles County on 01/24/2023. Publish: Mountain Views-News/IDC Dates Pub: FEB 04, 11, 18, 25, 2023 bbox=[899, 1787, 1111, 1921]
legal-notice bbox=[452, 2231, 664, 2387]
notice-body: See section 14411 et seq. Business and Professions Code) Publish: Mountain Views-News/IDC Dates Pub: FEB 04, 11, 18, 25, 2023 bbox=[675, 89, 887, 123]
notice-title: FICTITIOUS BUSINESS NAME STATEMENT bbox=[899, 1621, 1078, 1632]
notice-title: FICTITIOUS BUSINESS NAME STATEMENT bbox=[899, 1110, 1078, 1121]
notice-title: FICTITIOUS BUSINESS NAME STATEMENT bbox=[5, 1365, 184, 1376]
notice-body: File No. 2023-025452 The following person(s) is (are) doing business as: KITCHEN SOLUTIONS 14545 LEFFINGWELL RD UNIT B, WHITTIER, CA 90604. Full name of registrant(s) is (are) JOSE LUIS CHITLA MORALES and JOSE LUIS CHITLA MORALES 14545 LEFFINGWELL RD UNIT B, WHITTIER, CA 90604. This Business is conducted by: A GENERAL PARTNERSHIP. Signed: JOSE LUIS CHITLA MORALES GENERAL PARTNER. This statement was filed with the County Clerk of Los Angeles County on 02/02/2023. The registrant(s) has (have) commenced to transact business under the fictitious business name or names listed above on N/A. bbox=[452, 2243, 664, 2387]
notice-body: File No. 2023-025520 The following person(s) is (are) doing business as: ISAAC HUAN SALINAS INSURANCE 11412 E 206TH ST, LAKEWOOD, CA 90715. Full name of registrant(s) is (are) ALTERNATIVE PROFESSIONAL SOLUTIONS, 11412 E 206TH ST, LAKEWOOD, CA 90715. This Business is conducted by: A CORPORATION. Signed: MELVA M SALINAS-HUAN, PRESIDENT. This statement was filed with the County Clerk of Los Angeles County on 02/02/2023. The registrant(s) has (have) commenced to transact business under the fictitious business name or names listed above on N/A. NOTICE- This Fictitious Name Statement expires five years from the date it was filed in the office of the County Clerk. A new Fictitious Business Name Statement must be filed prior to that date. The filing of this statement does not of itself authorize the use in this state of a Fictitious Business Name in violation of the rights of another under Federal, State, or common law (See section 14411 et seq. Business and Professions Code) Publish: Mountain Views-News/IDC Dates Pub: FEB 04, 11, 18, 25, 2023 bbox=[452, 1754, 664, 1988]
notice-body: File No. 2023030197 The following person(s) is (are) doing business as: LUIS AND FAMILY 13441 LARKSPUR AVE, ARLETA, CA 91331. Registrant(s): LUIS HUERTA 13441 LARKSPUR AVE, ARLETA, CA 91331. This Business is conducted by: AN INDIVIDUAL. Signed: LUIS HUERTA, OWNER. This statement was filed with the County Clerk of Los Angeles County on 02/10/2023. The registrant(s) has (have) commenced to transact business under the fictitious business name or names listed above on 02/2023. NOTICE- This Fictitious Name Statement expires five years from the date it was filed in the office of the County Clerk. A new Fictitious Business Name Statement must be filed prior to that date. The filing of this statement does not of itself authorize the use in this state of a Fictitious Business Name in violation of the rights of another under Federal, State, or common law (See section 14411 et seq. Business and Professions Code) Publish: ES Mountain Views News Dates Pub: FEB. 11, 18, 25, March 4,2023 bbox=[228, 1055, 440, 1277]
notice-body: File No. 2022127742 The following person(s) is (are) doing business as: SITOJO KAIJO 645 W 9TH ST STE 110, LOS ANGELES, CA 90015. Registrant(s): LOS ANGELES COUNTY. This Business is conducted by: A CORPORATION. Signed: ROCHE USA LLC, WACHE DAVIDE, MANAGING MEMBER. This statement was filed with the County Clerk of Los Angeles County on 06/15/2022. The registrant(s) has (have) commenced to transact business under the fictitious business name or names listed above on 06/2022. NOTICE- This Fictitious Name Statement expires five years from the date it was filed in the office of the County Clerk. A new Fictitious Business Name Statement must be filed prior to that date. The filing of this statement does not of itself authorize the use in this state of a Fictitious Business Name in violation of the rights of another under Federal, State, or common law (See section 14411 et seq. Business and Professions Code) Publish: ES Mountain Views News Dates Pub: FEB. 11, 18, 25, March 4,2023 bbox=[5, 410, 217, 622]
notice-body: File No. 2023030201 The following person(s) is (are) doing business as: ENRIQUE'S GLASS 14938 1/2 SYLVAN ST VAN NUYS, CA 91411. Registrant(s): CARLOS ENRIQUE RECINOS Y RECINOS 14938 1/2 SYLVAN ST VAN NUYS, CA 91411. This Business is conducted by: AN INDIVIDUAL. Signed: CARLOS ENRIQUE RECINOS Y RECINOS, OWNER. This statement was filed with the County Clerk of Los Angeles County on 02/10/2023. The registrant(s) has (have) commenced to transact business under the fictitious business name or names listed above on 02/2023. NOTICE- This Fictitious Name Statement expires five years from the date it was filed in the office of the County Clerk. A new Fictitious Business Name Statement must be filed prior to that date. The filing of this statement does not of itself authorize the use in this state of a Fictitious Business Name in violation of the rights of another under Federal, State, or common law (See section 14411 et seq. Business and Professions Code) Publish: ES Mountain Views News Dates Pub: FEB. 11, 18, 25, March 4,2023 bbox=[228, 1299, 440, 1533]
legal-notice bbox=[452, 777, 664, 966]
notice-title: FICTITIOUS BUSINESS NAME STATEMENT bbox=[228, 2287, 408, 2298]
notice-body: File No. 2023031085 The following person(s) is (are) doing business as: TOP NOTCH EMERGENCY SPECIALISTS 4620 TILDEN AVE SUITE 211, SHERMAN OAKS, CA 91403. Registrant(s): SANTIAGO YEPES 4620 TILDEN AVE SUITE 211, SHERMAN OAKS, CA 91403. This Business is conducted by: AN INDIVIDUAL. Signed: SANTIAGO YEPES, OWNER. This statement was filed with the County Clerk of Los Angeles County on 02/13/2023. The registrant(s) has (have) commenced to transact business under the fictitious business name or names listed above on 02/2023. NOTICE- This Fictitious Name Statement expires five years from the date it was filed in the office of the County Clerk. A new Fictitious Business Name Statement must be filed prior to that date. The filing of this statement does not of itself authorize the use in this state of a Fictitious Business Name in violation of the rights of another under Federal, State, or common law (See section 14411 et seq. Business and Professions Code) Publish: ES Mountain Views News Dates Pub: FEB. 11, 18, 25, March 4,2023 bbox=[228, 544, 440, 778]
legal-notice bbox=[675, 966, 887, 1200]
notice-body: File No. 2023026591 The following person(s) is (are) doing business as: SIERRA RIVIERA CUPS 128 CANYON COUNTRY, CA 91351. Registrant(s): MONICA ROJAS VAZQUEZ 27161 SIERRA HWY SPACE 128, CANYON COUNTRY, CA 91351. This Business is conducted by: A GENERAL PARTNERSHIP. Signed: MONICA ROJAS VAZQUEZ, GENERAL PARTNER. This statement was filed with the County Clerk of Los Angeles County on 02/03/2023. The registrant(s) has (have) commenced to transact business under the fictitious business name or names listed above on 02/2023. NOTICE- This Fictitious Name Statement expires five years from the date it was filed in the office of the County Clerk. A new Fictitious Business Name Statement must be filed prior to that date. The filing of this statement does not of itself authorize the use in this state of a Fictitious Business Name in violation of the rights of another under Federal, State, or common law (See section 14411 et seq. Business and Professions Code) Publish: ES Mountain Views News Dates Pub: FEB. 11, 18, 25, March 4,2023 bbox=[228, 2043, 440, 2277]
masthead-line bbox=[6, 51, 445, 72]
notice-body: CLAUDIA SULIANA CHAVEZ 13550 VAN NUYS BLVD, PACOIMA, CA 91331. This Business is conducted by: AN INDIVIDUAL. Signed: CLAUDIA SULIANA CHAVEZ, OWNER. This statement was filed with the County Clerk of Los Angeles County on 02/08/2023. The registrant(s) has (have) commenced to transact business under the fictitious business name or names listed above on 02/2023. NOTICE- This Fictitious Name Statement expires five years from the date it was filed in the office of the County Clerk. A new Fictitious Business Name Statement must be filed prior to that date. The filing of this statement does not of itself authorize the use in this state of a Fictitious Business Name in violation of the rights of another under Federal, State, or common law (See section 14411 et seq. Business and Professions Code) Publish: ES Mountain Views News Dates Pub: FEB. 11, 18, 25, March 4,2023 bbox=[228, 89, 440, 279]
notice-title: FICTITIOUS BUSINESS NAME STATEMENT bbox=[5, 2097, 184, 2109]
notice-title: FICTITIOUS BUSINESS NAME STATEMENT bbox=[675, 1488, 855, 1499]
notice-title: FICTITIOUS BUSINESS NAME STATEMENT bbox=[5, 399, 184, 411]
notice-title: FICTITIOUS BUSINESS NAME STATEMENT bbox=[1122, 533, 1302, 544]
notice-column-1 bbox=[5, 89, 217, 2502]
legal-notice bbox=[1122, 366, 1334, 522]
legal-notice bbox=[675, 1743, 887, 1944]
notice-title: FICTITIOUS BUSINESS NAME STATEMENT bbox=[228, 288, 408, 300]
notice-body: File No. 2023-020467 The following person(s) is (are) doing business as: SEAYNE, 3372 E 108TH ST, LOS ANGELES, CA 90059. Full name of registrant(s) is (are) RICARDO NORIEGA VALENZUELA, 3372 E 108TH ST, LOS ANGELES, CA 90059. This Business is conducted by: AN INDIVIDUAL. Signed: RICARDO NORIEGA VALENZUELA OWNER. This statement was filed with the County Clerk of Los Angeles County on 01/27/2023. bbox=[675, 2097, 887, 2198]
legal-notice bbox=[452, 89, 664, 257]
legal-notice bbox=[1122, 1287, 1334, 1398]
notice-title: FICTITIOUS BUSINESS NAME STATEMENT bbox=[1122, 776, 1302, 788]
notice-title: FICTITIOUS BUSINESS NAME STATEMENT bbox=[899, 356, 1078, 367]
legal-notice bbox=[5, 633, 217, 866]
legal-notice bbox=[675, 133, 887, 378]
legal-notice bbox=[228, 289, 440, 523]
page-header bbox=[0, 0, 1339, 82]
notice-body: File No. 2022027166 The following person(s) is (are) doing business as: NEW LINES CONSTRUCTION 6419 COLUMBUS AVE VAN NUYS, CA 91411. Registrant(s): JAIME ELIAS BAUTISTA GOMEZ 6419 COLUMBUS AVE VAN NUYS, CA 91411. This Business is conducted by: AN INDIVIDUAL. Signed: JAIME ELIAS BAUTISTA GOMEZ, OWNER. This statement was filed with the County Clerk of Los Angeles County on 02/10/2022. The registrant(s) has (have) commenced to transact business under the fictitious business name or names listed above on N/A. NOTICE- This Fictitious Name Statement expires five years from the date it was filed in the office of the County Clerk. A new Fictitious Business Name Statement must be filed prior to that date. The filing of this statement does not of itself authorize the use in this state of a Fictitious Business Name in violation of the rights of another under Federal, State, or common law (See section 14411 et seq. Business and Professions Code) Publish: ES Mountain Views News Dates Pub: FEB. 11, 18, 25, March 4,2023 bbox=[5, 1864, 217, 2088]
section-title: LEGAL NOTICES bbox=[815, 3, 1326, 79]
legal-notice bbox=[899, 855, 1111, 1100]
notice-body: File No. 2023-020229 The following person(s) is (are) doing business as: O.K. 'O BAND ENTERTAINMENT, 3581 E ARTESIA BLVD, LONG BEACH, CA 90805. Full name of registrant(s) is (are) ANGEL ARTURO CASTRO, 3581 E ARTESIA BLVD APT 14, LONG BEACH, CA 90805. DASHAWN WINKFIELD, 3581 E ARTESIA BLVD APT 14, LONG BEACH, CA 90805. This Business is conducted by: A GENERAL PARTNERSHIP. Signed: RAYMOND NAKAWOMBA SWIMMER GENERAL PARTNER. This statement was filed with the County Clerk of Los Angeles County on 01/27/2023. The registrant(s) has (have) commenced to transact business under the fictitious business name or names listed above on N/A. NOTICE- This Fictitious Name Statement expires five years from the date it was filed in the office of the County Clerk. A new Fictitious Business Name Statement must be filed prior to that date. The filing of this statement does not of itself authorize the use in this state of a Fictitious Business Name in violation of the rights of another under Federal, State, or common law (See section 14411 et seq. Business and Professions Code) Publish: Mountain Views-News/IDC Dates Pub: FEB 04, 11, 18, 25, 2023 bbox=[675, 1221, 887, 1477]
legal-notice bbox=[1122, 987, 1334, 1132]
notice-columns bbox=[5, 89, 1334, 2502]
page-number: 16 bbox=[6, 2, 51, 52]
notice-title: FICTITIOUS BUSINESS NAME STATEMENT bbox=[452, 1998, 631, 2010]
legal-notice bbox=[452, 522, 664, 767]
notice-title: FICTITIOUS BUSINESS NAME STATEMENT bbox=[5, 1120, 184, 1132]
notice-body: File No. 2023030564 The following person(s) is (are) doing business as: MAGIC IT EASY MOVING 181 DEL MEDIO AVE #108 MOUNTAIN VIEW, CA 94040. Registrant(s): MAGIC IT EASY MOVING, INC. 181 DEL MEDIO AVE #108 MOUNTAIN VIEW, CA 94040. This Business is conducted by: A CORPORATION. Signed: MAGIC IT EASY MOVING, INC., OLEKSANDR KOMOV, CEO. This statement was filed with the County Clerk of Los Angeles County on 02/13/2023. The registrant(s) has (have) commenced to transact business under the fictitious business name or names listed above on 02/2023. NOTICE- This Fictitious Name Statement expires five years from the date it was filed in the office of the County Clerk. A new Fictitious Business Name Statement must be filed prior to that date. The filing of this statement does not of itself authorize the use in this state of a Fictitious Business Name in violation of the rights of another under Federal, State, or common law (See section 14411 et seq. Business and Professions Code) Publish: ES Mountain Views News Dates Pub: FEB. 11, 18, 25, March 4,2023 bbox=[452, 533, 664, 767]
notice-title: FICTITIOUS BUSINESS NAME STATEMENT bbox=[899, 1366, 1078, 1377]
page-footer bbox=[0, 2502, 1456, 2531]
notice-title: FICTITIOUS BUSINESS NAME STATEMENT bbox=[1122, 1287, 1302, 1298]
notice-title: FILE NO. 2023-023028 STATEMENT OF ABANDONMENT OF USE OF FICTITIOUS BUSINESS NAME bbox=[899, 1932, 1111, 1965]
legal-notice bbox=[1122, 777, 1334, 978]
